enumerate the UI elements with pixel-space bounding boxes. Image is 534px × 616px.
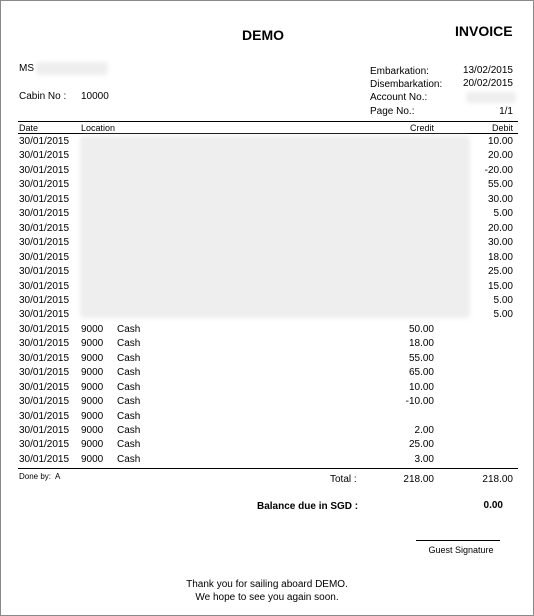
table-row bbox=[0, 165, 534, 179]
row-date: 30/01/2015 bbox=[19, 251, 70, 263]
row-date: 30/01/2015 bbox=[19, 222, 70, 234]
row-date: 30/01/2015 bbox=[19, 338, 70, 350]
balance-label: Balance due in SGD : bbox=[257, 501, 359, 512]
balance-value: 0.00 bbox=[483, 500, 503, 511]
row-code: 9000 bbox=[81, 425, 104, 436]
row-code: 9000 bbox=[81, 439, 104, 451]
row-credit: 18.00 bbox=[408, 338, 434, 350]
row-code: 9000 bbox=[81, 323, 104, 335]
row-debit: 5.00 bbox=[493, 208, 513, 220]
row-date: 30/01/2015 bbox=[19, 309, 70, 321]
table-row bbox=[0, 223, 534, 237]
table-row bbox=[0, 353, 534, 367]
document-type-title: INVOICE bbox=[455, 23, 513, 39]
thank-you-line-2: We hope to see you again soon. bbox=[195, 592, 339, 603]
row-date: 30/01/2015 bbox=[19, 396, 70, 408]
row-credit: 25.00 bbox=[408, 439, 434, 451]
row-code: 9000 bbox=[81, 410, 104, 422]
row-date: 30/01/2015 bbox=[19, 439, 70, 451]
row-date: 30/01/2015 bbox=[19, 136, 70, 147]
table-row bbox=[0, 237, 534, 251]
table-row bbox=[0, 295, 534, 309]
row-date: 30/01/2015 bbox=[19, 150, 70, 162]
table-top-rule bbox=[18, 121, 518, 122]
table-row bbox=[0, 266, 534, 280]
table-row bbox=[0, 425, 534, 439]
table-row bbox=[0, 324, 534, 338]
row-debit: 20.00 bbox=[487, 150, 513, 162]
table-header-rule bbox=[18, 133, 518, 134]
row-debit: 5.00 bbox=[493, 294, 513, 306]
cabin-number: 10000 bbox=[81, 91, 109, 102]
total-debit: 218.00 bbox=[482, 474, 513, 485]
table-row bbox=[0, 454, 534, 468]
table-bottom-rule bbox=[18, 468, 518, 469]
table-row bbox=[0, 382, 534, 396]
signature-label: Guest Signature bbox=[428, 545, 494, 555]
row-date: 30/01/2015 bbox=[19, 208, 70, 220]
row-location: Cash bbox=[117, 439, 141, 451]
cabin-label: Cabin No : bbox=[19, 91, 67, 102]
table-row bbox=[0, 252, 534, 266]
row-date: 30/01/2015 bbox=[19, 164, 70, 176]
table-row bbox=[0, 338, 534, 352]
row-debit: 25.00 bbox=[487, 266, 513, 278]
row-date: 30/01/2015 bbox=[19, 425, 70, 436]
table-row bbox=[0, 309, 534, 323]
row-location: Cash bbox=[117, 396, 141, 408]
page-number: 1/1 bbox=[499, 106, 513, 117]
company-name: DEMO bbox=[242, 27, 284, 43]
row-location: Cash bbox=[117, 381, 141, 393]
row-date: 30/01/2015 bbox=[19, 352, 70, 364]
signature-line bbox=[416, 540, 500, 541]
row-date: 30/01/2015 bbox=[19, 179, 70, 191]
row-date: 30/01/2015 bbox=[19, 193, 70, 205]
done-by-label: Done by: bbox=[19, 472, 52, 481]
row-debit: 5.00 bbox=[493, 309, 513, 321]
embarkation-date: 13/02/2015 bbox=[462, 65, 513, 76]
row-date: 30/01/2015 bbox=[19, 294, 70, 306]
table-row bbox=[0, 208, 534, 222]
redacted-account-number bbox=[466, 92, 516, 103]
row-code: 9000 bbox=[81, 352, 104, 364]
row-code: 9000 bbox=[81, 338, 104, 350]
row-credit: -10.00 bbox=[405, 396, 434, 408]
row-date: 30/01/2015 bbox=[19, 453, 70, 465]
row-code: 9000 bbox=[81, 453, 104, 465]
row-debit: 18.00 bbox=[487, 251, 513, 263]
row-date: 30/01/2015 bbox=[19, 266, 70, 278]
row-date: 30/01/2015 bbox=[19, 280, 70, 292]
guest-title: MS bbox=[19, 63, 34, 74]
column-header-location: Location bbox=[81, 123, 116, 133]
table-row bbox=[0, 396, 534, 410]
table-row bbox=[0, 194, 534, 208]
row-debit: 20.00 bbox=[487, 222, 513, 234]
disembarkation-label: Disembarkation: bbox=[370, 79, 443, 90]
disembarkation-date: 20/02/2015 bbox=[462, 78, 513, 89]
thank-you-line-1: Thank you for sailing aboard DEMO. bbox=[186, 579, 348, 590]
total-label: Total : bbox=[330, 474, 357, 485]
row-credit: 50.00 bbox=[408, 323, 434, 335]
row-credit: 65.00 bbox=[408, 367, 434, 379]
row-code: 9000 bbox=[81, 367, 104, 379]
account-label: Account No.: bbox=[370, 92, 428, 103]
row-debit: -20.00 bbox=[484, 164, 513, 176]
row-date: 30/01/2015 bbox=[19, 367, 70, 379]
row-code: 9000 bbox=[81, 381, 104, 393]
page-label: Page No.: bbox=[370, 106, 415, 117]
row-code: 9000 bbox=[81, 396, 104, 408]
row-location: Cash bbox=[117, 323, 141, 335]
column-header-debit: Debit bbox=[491, 123, 513, 133]
table-row bbox=[0, 136, 534, 150]
row-credit: 2.00 bbox=[414, 425, 434, 436]
row-credit: 3.00 bbox=[414, 453, 434, 465]
row-debit: 10.00 bbox=[487, 136, 513, 147]
row-location: Cash bbox=[117, 367, 141, 379]
redacted-guest-name bbox=[36, 62, 108, 75]
row-date: 30/01/2015 bbox=[19, 323, 70, 335]
embarkation-label: Embarkation: bbox=[370, 66, 429, 77]
total-credit: 218.00 bbox=[403, 474, 434, 485]
table-row bbox=[0, 179, 534, 193]
row-debit: 30.00 bbox=[487, 193, 513, 205]
table-row bbox=[0, 281, 534, 295]
row-credit: 10.00 bbox=[408, 381, 434, 393]
row-date: 30/01/2015 bbox=[19, 381, 70, 393]
table-row bbox=[0, 411, 534, 425]
column-header-credit: Credit bbox=[409, 123, 434, 133]
row-location: Cash bbox=[117, 338, 141, 350]
row-credit: 55.00 bbox=[408, 352, 434, 364]
row-debit: 15.00 bbox=[487, 280, 513, 292]
table-row bbox=[0, 439, 534, 453]
row-location: Cash bbox=[117, 410, 141, 422]
table-row bbox=[0, 150, 534, 164]
row-debit: 30.00 bbox=[487, 237, 513, 249]
row-location: Cash bbox=[117, 352, 141, 364]
done-by-value: A bbox=[55, 472, 61, 481]
row-debit: 55.00 bbox=[487, 179, 513, 191]
table-row bbox=[0, 367, 534, 381]
row-location: Cash bbox=[117, 453, 141, 465]
column-header-date: Date bbox=[19, 123, 39, 133]
row-location: Cash bbox=[117, 425, 141, 436]
row-date: 30/01/2015 bbox=[19, 410, 70, 422]
row-date: 30/01/2015 bbox=[19, 237, 70, 249]
